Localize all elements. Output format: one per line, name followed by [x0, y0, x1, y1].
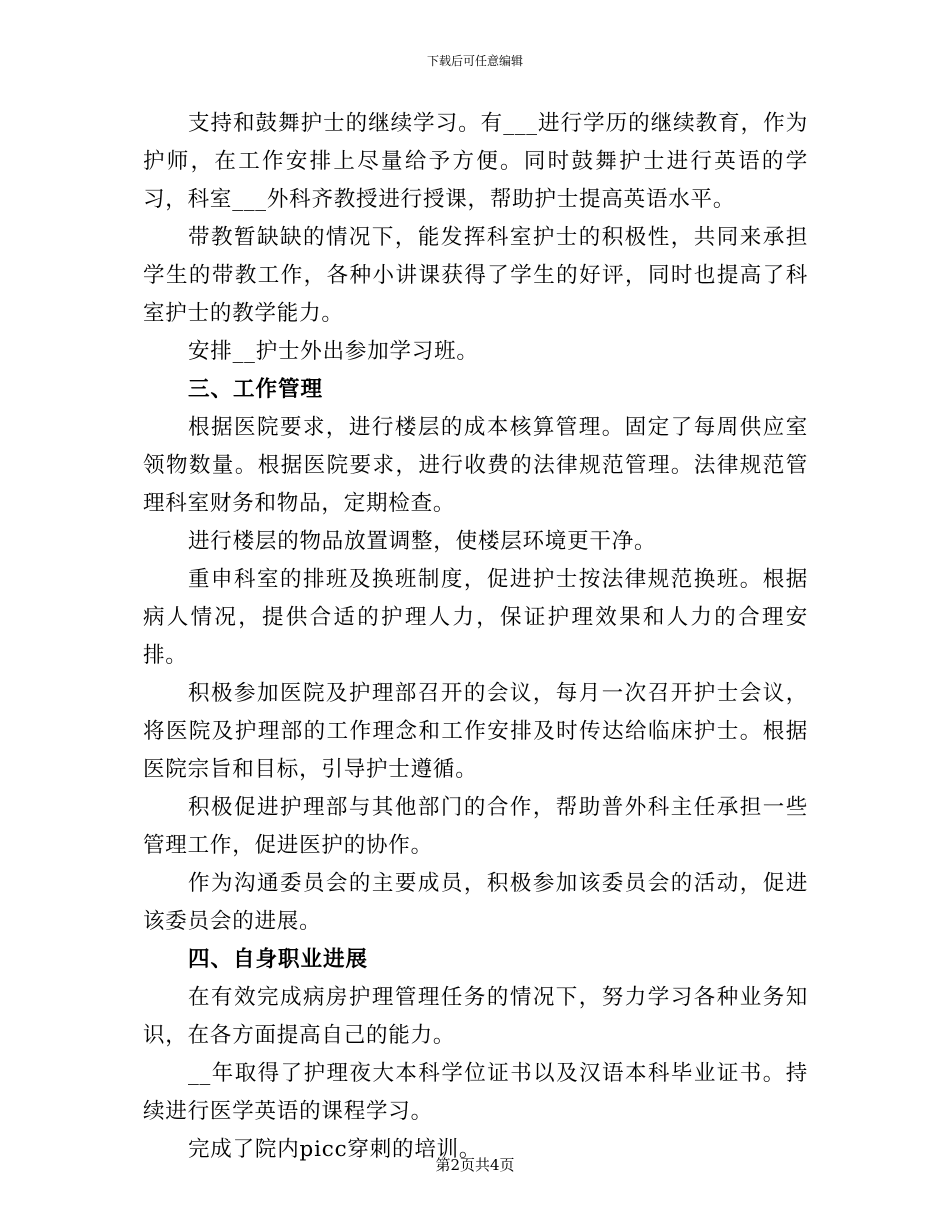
paragraph: 积极促进护理部与其他部门的合作，帮助普外科主任承担一些管理工作，促进医护的协作。 — [143, 795, 808, 858]
page-header: 下载后可任意编辑 — [426, 54, 523, 68]
page-number-footer: 第2页共4页 — [435, 1156, 515, 1174]
paragraph: 完成了院内picc穿刺的培训。 — [188, 1137, 482, 1162]
section-heading: 三、工作管理 — [188, 377, 324, 402]
paragraph: __年取得了护理夜大本科学位证书以及汉语本科毕业证书。持续进行医学英语的课程学习。 — [143, 1061, 808, 1124]
paragraph: 重申科室的排班及换班制度，促进护士按法律规范换班。根据病人情况，提供合适的护理人力，保证护理效果和人力的合理安排。 — [143, 567, 808, 668]
paragraph: 安排__护士外出参加学习班。 — [188, 339, 479, 364]
document-body — [143, 105, 808, 1169]
paragraph: 根据医院要求，进行楼层的成本核算管理。固定了每周供应室领物数量。根据医院要求，进行收费的法律规范管理。法律规范管理科室财务和物品，定期检查。 — [143, 415, 808, 516]
paragraph: 在有效完成病房护理管理任务的情况下，努力学习各种业务知识，在各方面提高自己的能力。 — [143, 985, 808, 1048]
section-heading: 四、自身职业进展 — [188, 947, 369, 972]
paragraph: 作为沟通委员会的主要成员，积极参加该委员会的活动，促进该委员会的进展。 — [143, 871, 808, 934]
paragraph: 支持和鼓舞护士的继续学习。有___进行学历的继续教育，作为护师，在工作安排上尽量给予方便。同时鼓舞护士进行英语的学习，科室___外科齐教授进行授课，帮助护士提高英语水平。 — [143, 111, 808, 212]
paragraph: 带教暂缺缺的情况下，能发挥科室护士的积极性，共同来承担学生的带教工作，各种小讲课获得了学生的好评，同时也提高了科室护士的教学能力。 — [143, 225, 808, 326]
paragraph: 进行楼层的物品放置调整，使楼层环境更干净。 — [188, 529, 657, 554]
paragraph: 积极参加医院及护理部召开的会议，每月一次召开护士会议，将医院及护理部的工作理念和工作安排及时传达给临床护士。根据医院宗旨和目标，引导护士遵循。 — [143, 681, 808, 782]
